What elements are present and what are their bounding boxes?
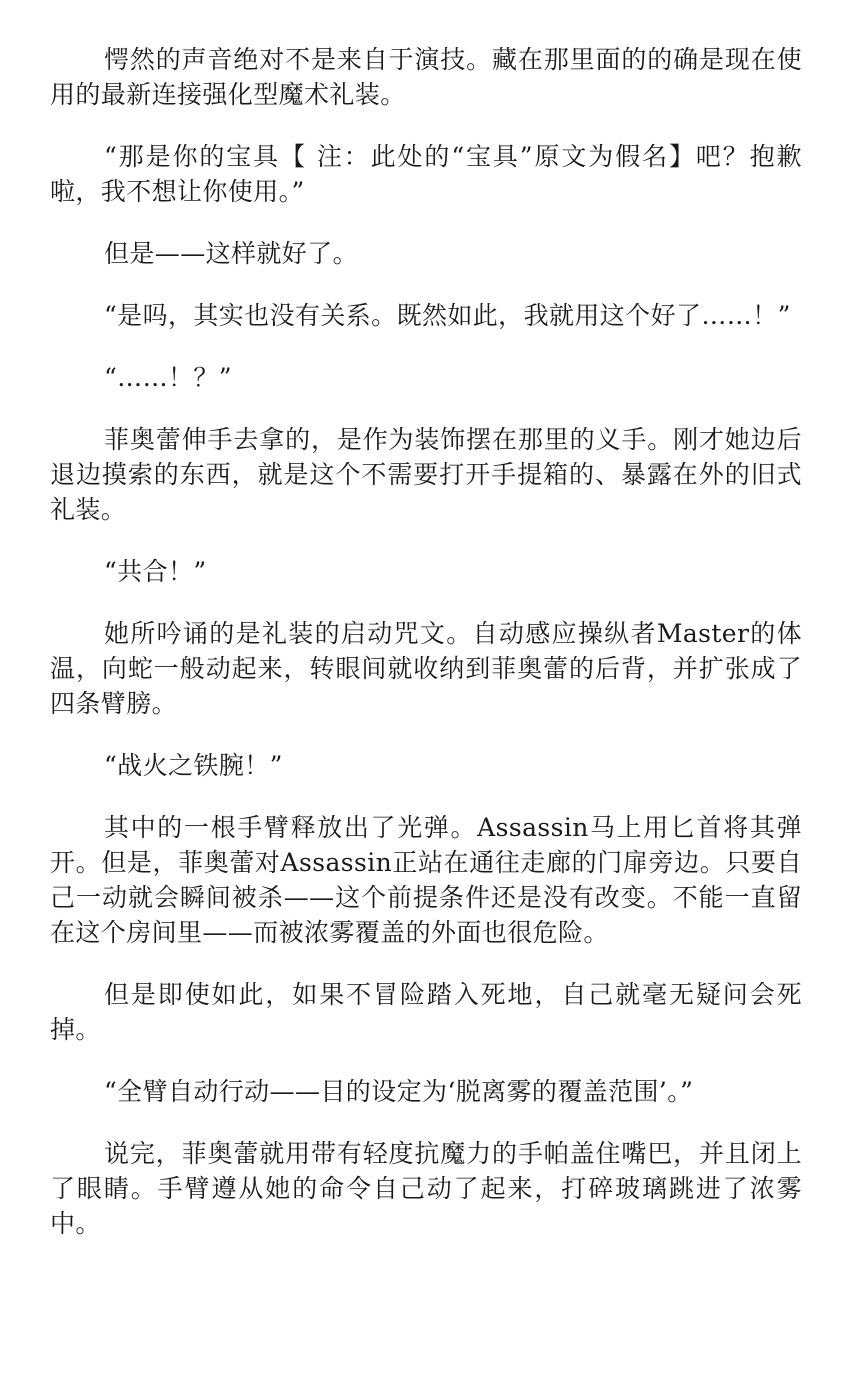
paragraph-4: “是吗，其实也没有关系。既然如此，我就用这个好了……！”: [104, 301, 791, 330]
paragraph-7: “共合！”: [104, 557, 207, 586]
paragraph-6: 菲奥蕾伸手去拿的，是作为装饰摆在那里的义手。刚才她边后退边摸索的东西，就是这个不需要打开手提箱的、暴露在外的旧式礼装。: [50, 425, 802, 524]
paragraph-13: 说完，菲奥蕾就用带有轻度抗魔力的手帕盖住嘴巴，并且闭上了眼睛。手臂遵从她的命令自己动了起来，打碎玻璃跳进了浓雾中。: [50, 1139, 802, 1238]
paragraph-12: “全臂自动行动——目的设定为‘脱离雾的覆盖范围’。”: [104, 1077, 694, 1106]
paragraph-3: 但是——这样就好了。: [104, 239, 359, 268]
paragraph-11: 但是即使如此，如果不冒险踏入死地，自己就毫无疑问会死掉。: [50, 980, 802, 1044]
paragraph-2: “那是你的宝具【 注：此处的“宝具”原文为假名】吧？抱歉啦，我不想让你使用。”: [50, 142, 802, 206]
paragraph-9: “战火之铁腕！”: [104, 751, 283, 780]
paragraph-1: 愕然的声音绝对不是来自于演技。藏在那里面的的确是现在使用的最新连接强化型魔术礼装。: [50, 45, 802, 109]
paragraph-10: 其中的一根手臂释放出了光弹。Assassin马上用匕首将其弹开。但是，菲奥蕾对Assassin正站在通往走廊的门扉旁边。只要自己一动就会瞬间被杀——这个前提条件还是没有改变。不能一直留在这个房间里——而被浓雾覆盖的外面也很危险。: [50, 813, 802, 947]
paragraph-5: “……！？”: [104, 363, 232, 392]
document-page: [50, 42, 802, 1268]
paragraph-8: 她所吟诵的是礼装的启动咒文。自动感应操纵者Master的体温，向蛇一般动起来，转眼间就收纳到菲奥蕾的后背，并扩张成了四条臂膀。: [50, 619, 802, 718]
